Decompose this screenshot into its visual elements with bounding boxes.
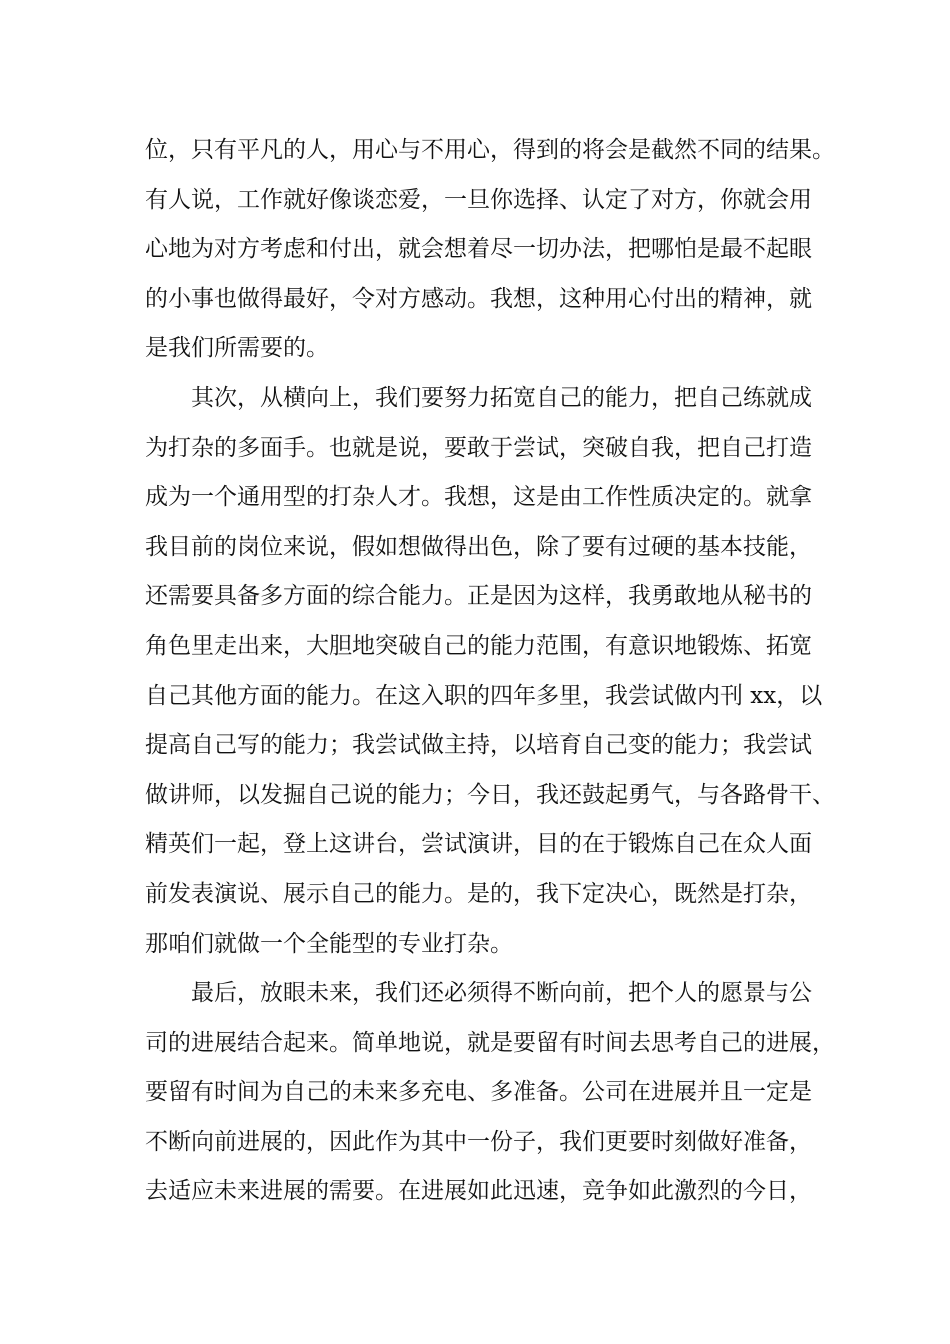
text-line: 提高自己写的能力；我尝试做主持，以培育自己变的能力；我尝试 [145,732,812,759]
text-line: 有人说，工作就好像谈恋爱，一旦你选择、认定了对方，你就会用 [145,186,812,213]
text-line: 要留有时间为自己的未来多充电、多准备。公司在进展并且一定是 [145,1079,812,1106]
text-line: 还需要具备多方面的综合能力。正是因为这样，我勇敢地从秘书的 [145,583,812,610]
text-line: 的小事也做得最好，令对方感动。我想，这种用心付出的精神，就 [145,285,812,312]
text-line: 我目前的岗位来说，假如想做得出色，除了要有过硬的基本技能， [145,533,812,560]
text-line: 最后，放眼未来，我们还必须得不断向前，把个人的愿景与公 [191,980,812,1007]
text-line: 司的进展结合起来。简单地说，就是要留有时间去思考自己的进展， [145,1029,835,1056]
text-line: 位，只有平凡的人，用心与不用心，得到的将会是截然不同的结果。 [145,137,835,163]
text-line: 心地为对方考虑和付出，就会想着尽一切办法，把哪怕是最不起眼 [145,236,812,263]
text-line: 成为一个通用型的打杂人才。我想，这是由工作性质决定的。就拿 [145,484,812,511]
text-line: 是我们所需要的。 [145,335,329,362]
text-line: 其次，从横向上，我们要努力拓宽自己的能力，把自己练就成 [191,384,812,411]
text-line: 那咱们就做一个全能型的专业打杂。 [145,930,513,957]
document-body [145,126,835,1217]
text-line: 做讲师，以发掘自己说的能力；今日，我还鼓起勇气，与各路骨干、 [145,781,835,808]
text-line: 角色里走出来，大胆地突破自己的能力范围，有意识地锻炼、拓宽 [145,632,812,659]
text-line: 前发表演说、展示自己的能力。是的，我下定决心，既然是打杂， [145,880,812,907]
text-line: 精英们一起，登上这讲台，尝试演讲，目的在于锻炼自己在众人面 [145,831,812,858]
text-line: 去适应未来进展的需要。在进展如此迅速，竞争如此激烈的今日， [145,1178,812,1205]
text-line: 不断向前进展的，因此作为其中一份子，我们更要时刻做好准备， [145,1128,812,1155]
text-line: 自己其他方面的能力。在这入职的四年多里，我尝试做内刊 xx，以 [145,682,823,709]
text-line: 为打杂的多面手。也就是说，要敢于尝试，突破自我，把自己打造 [145,434,812,461]
